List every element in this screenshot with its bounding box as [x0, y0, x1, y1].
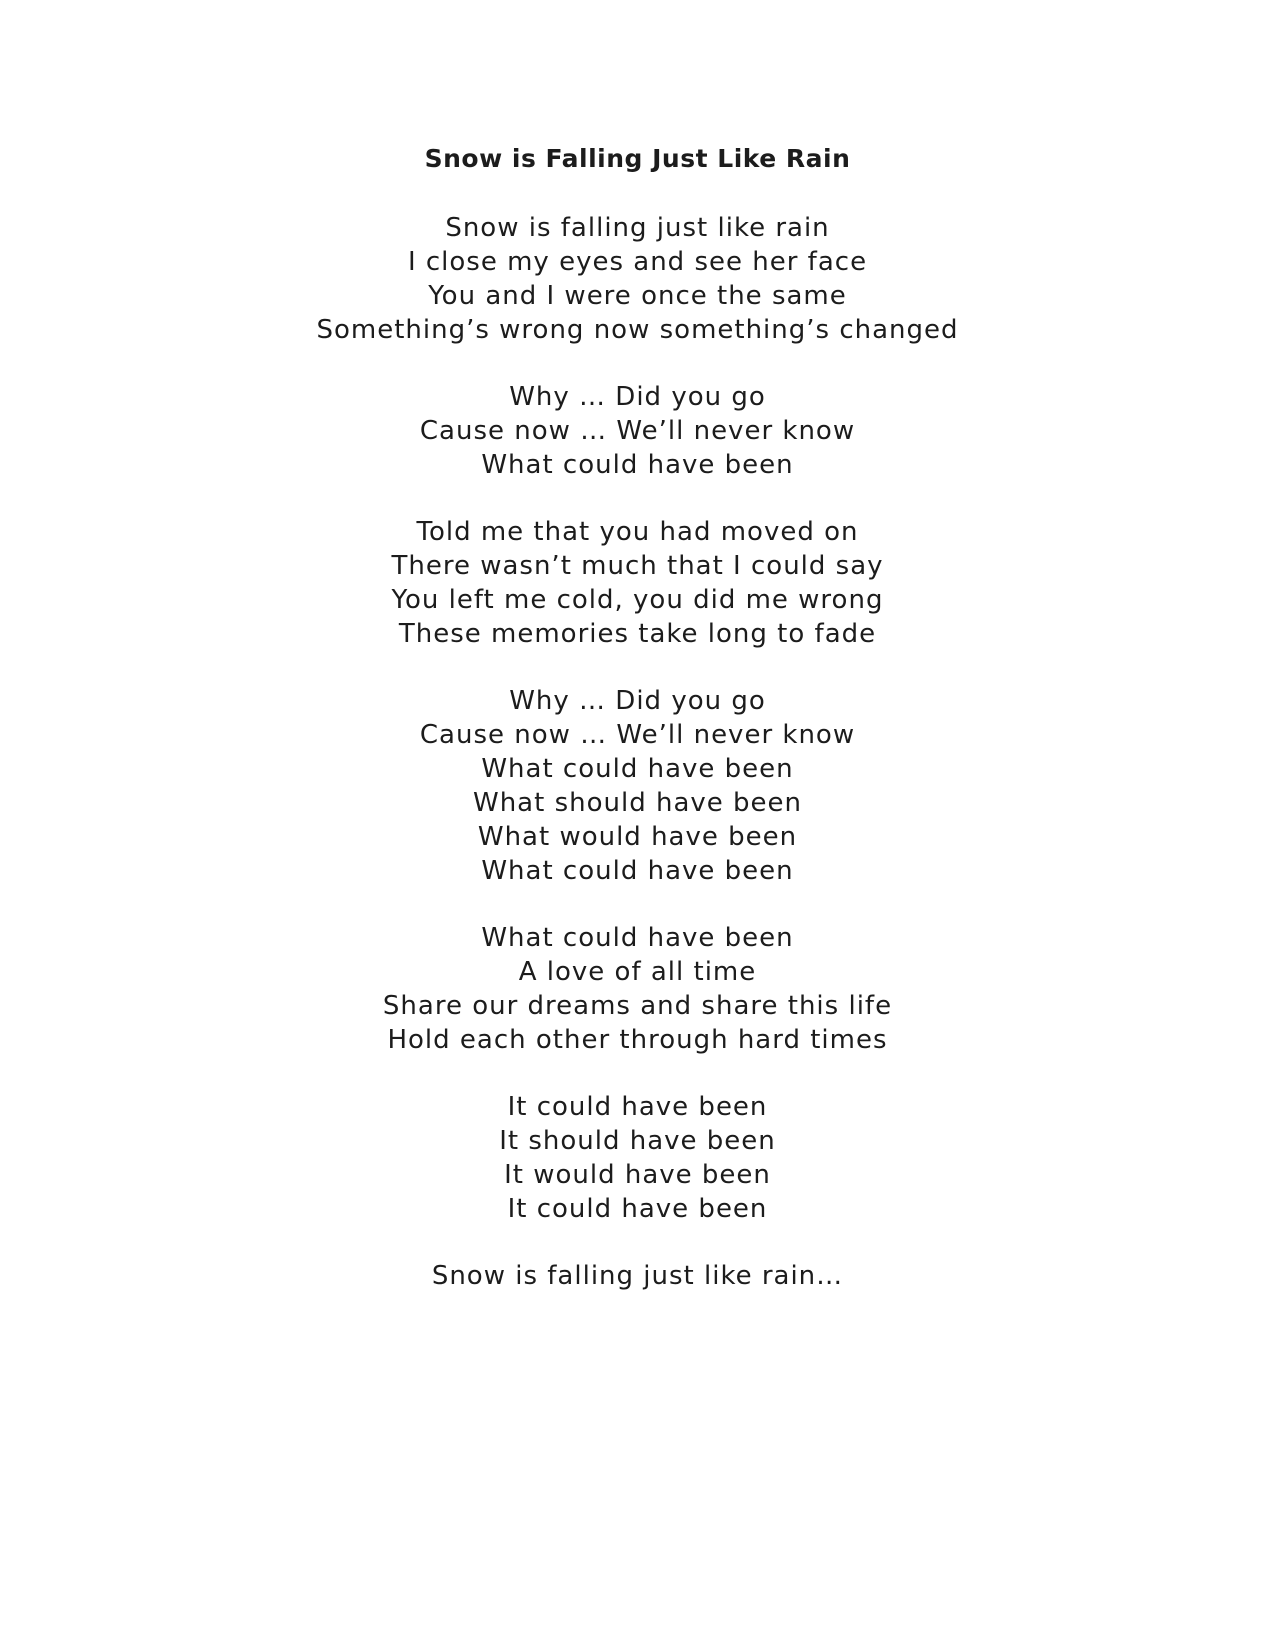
poem-line: What could have been — [481, 450, 794, 480]
poem-line: Why … Did you go — [509, 686, 766, 716]
poem-line: What would have been — [477, 822, 798, 852]
poem-title: Snow is Falling Just Like Rain — [424, 144, 851, 173]
poem-line: What should have been — [472, 788, 802, 818]
stanza-1 — [0, 211, 1275, 347]
poem-line: These memories take long to fade — [398, 619, 877, 649]
stanza-4-chorus — [0, 684, 1275, 888]
poem-line: Share our dreams and share this life — [382, 991, 893, 1021]
poem — [0, 142, 1275, 1326]
poem-line: You and I were once the same — [428, 281, 847, 311]
stanza-3 — [0, 515, 1275, 651]
poem-line: You left me cold, you did me wrong — [391, 585, 884, 615]
poem-line: It could have been — [507, 1194, 768, 1224]
poem-line: It should have been — [499, 1126, 776, 1156]
stanza-6 — [0, 1090, 1275, 1226]
poem-line: Snow is falling just like rain… — [431, 1261, 844, 1291]
poem-line: What could have been — [481, 754, 794, 784]
poem-line: It could have been — [507, 1092, 768, 1122]
poem-line: What could have been — [481, 923, 794, 953]
poem-line: It would have been — [504, 1160, 771, 1190]
poem-line: Snow is falling just like rain — [445, 213, 830, 243]
poem-line: What could have been — [481, 856, 794, 886]
poem-line: Something’s wrong now something’s changed — [316, 315, 959, 345]
stanza-5 — [0, 921, 1275, 1057]
stanza-2-chorus — [0, 380, 1275, 482]
poem-line: Hold each other through hard times — [387, 1025, 888, 1055]
poem-line: Cause now … We’ll never know — [419, 720, 856, 750]
stanza-7-closing — [0, 1259, 1275, 1293]
poem-line: There wasn’t much that I could say — [391, 551, 884, 581]
poem-line: Why … Did you go — [509, 382, 766, 412]
poem-line: Cause now … We’ll never know — [419, 416, 856, 446]
poem-line: Told me that you had moved on — [416, 517, 859, 547]
poem-line: A love of all time — [518, 957, 757, 987]
poem-line: I close my eyes and see her face — [407, 247, 868, 277]
